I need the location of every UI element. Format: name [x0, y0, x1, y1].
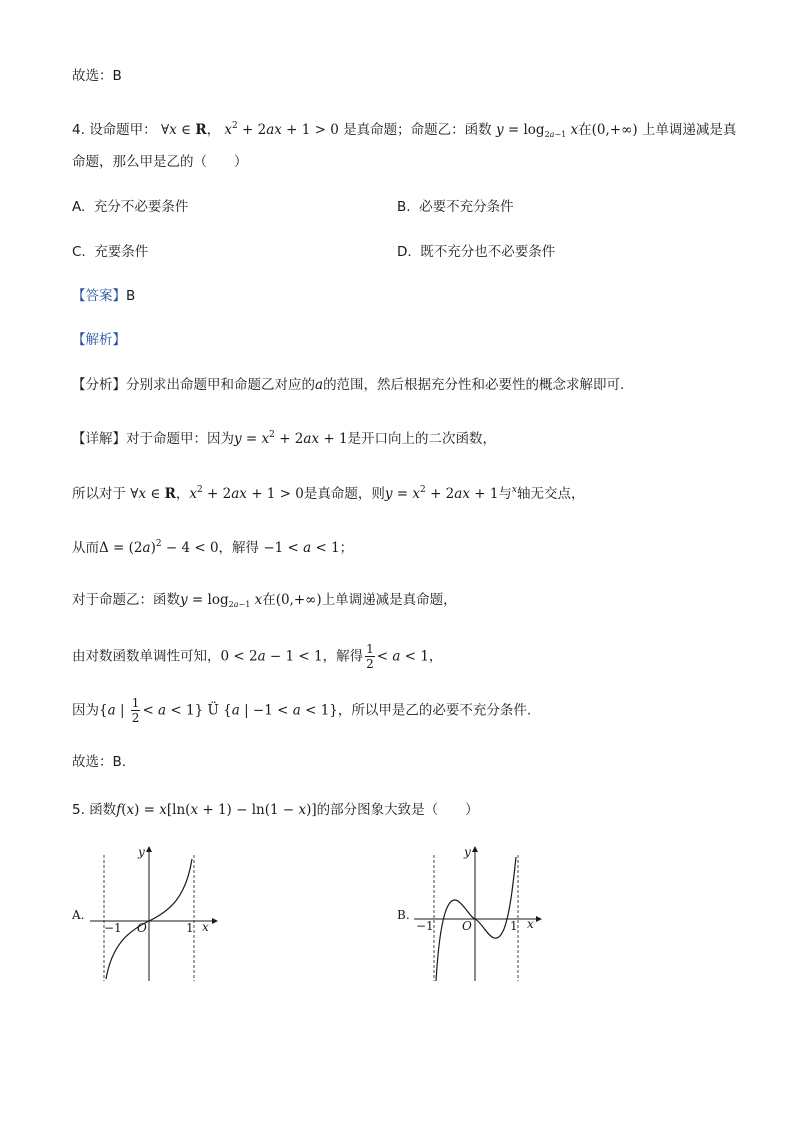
option-c-text: 充要条件	[94, 244, 149, 260]
option-d-letter: D.	[397, 244, 412, 260]
graph-a-y-label: y	[138, 845, 145, 859]
l6-part-2: ，所以甲是乙的必要不充分条件.	[337, 702, 532, 719]
q4-detail-line-1: 【详解】对于命题甲：因为$y = x^2 + 2ax + 1$是开口向上的二次函数，	[72, 430, 497, 447]
graph-b-y-arrow	[472, 846, 478, 852]
graph-b-svg	[414, 845, 544, 985]
answer-tag: 【答案】	[72, 288, 126, 304]
l3-part-1: 从而	[72, 540, 99, 556]
graph-a-origin: O	[137, 921, 147, 935]
l2-part-4: 轴无交点，	[517, 486, 585, 502]
graph-b-neg-tick: −1	[416, 919, 434, 933]
l2-part-3: 与	[498, 486, 512, 502]
q4-end: 故选：B.	[72, 754, 127, 770]
q4-number: 4.	[72, 122, 85, 138]
l6-part-1: 因为	[72, 702, 99, 719]
l4-part-2: 在	[262, 592, 276, 608]
l5-part-2: ，解得	[322, 648, 364, 665]
fenxi-part-1: 分别求出命题甲和命题乙对应的	[126, 377, 315, 393]
option-d-text: 既不充分也不必要条件	[420, 244, 556, 260]
fenxi-part-2: 的范围，然后根据充分性和必要性的概念求解即可.	[323, 377, 625, 393]
q4-detail-line-5: 由对数函数单调性可知，0 < 2a − 1 < 1，解得 $\frac{1}{2}$ < a < 1，	[72, 642, 443, 671]
graph-b-label: B.	[397, 908, 410, 922]
graph-b	[414, 845, 544, 985]
graph-b-pos-tick: 1	[510, 919, 518, 933]
graph-b-x-label: x	[527, 917, 534, 931]
analysis-tag: 【解析】	[72, 332, 126, 348]
graph-a-y-arrow	[146, 846, 152, 852]
graph-a-svg	[90, 845, 220, 985]
q4-option-c	[72, 242, 148, 262]
q5-stem-part-1: 函数	[89, 802, 117, 818]
l2-part-1: 所以对于	[72, 486, 126, 502]
graph-a-x-arrow	[212, 918, 218, 924]
option-c-letter: C.	[72, 244, 86, 260]
q4-answer	[72, 286, 135, 306]
q4-detail-line-4: 对于命题乙：函数$y = \log_{2a-1} x$在(0,+∞)上单调递减是真命题，	[72, 592, 457, 609]
option-a-letter: A.	[72, 199, 86, 215]
q4-option-a	[72, 197, 188, 217]
graph-a	[90, 845, 220, 985]
q4-stem-line-1: 4. 设命题甲： ∀x ∈ R， $x^2 + 2ax + 1 > 0$ 是真命题；命题乙：函数 $y = \log_{2a-1} x$在(0,+∞) 上单调递减是真	[72, 121, 737, 139]
q5-stem: 5. 函数f(x) = x[ln(x + 1) − ln(1 − x)]的部分图象大致是（ ）	[72, 802, 479, 818]
detail-part-2: 是开口向上的二次函数，	[347, 431, 497, 447]
graph-b-y-label: y	[464, 845, 471, 859]
graph-b-origin: O	[462, 919, 472, 933]
q4-analysis-header	[72, 330, 126, 350]
answer-value: B	[126, 288, 136, 304]
q4-stem-part-1: 设命题甲：	[89, 122, 157, 138]
l4-part-1: 对于命题乙：函数	[72, 592, 180, 608]
q4-detail-line-6: 因为{a | $\frac{1}{2}$ < a < 1} Ü {a | −1 < a < 1}，所以甲是乙的必要不充分条件.	[72, 696, 532, 725]
l2-part-2: 是真命题，则	[303, 486, 385, 502]
graph-a-label: A.	[72, 908, 85, 922]
graph-a-pos-tick: 1	[186, 921, 194, 935]
fenxi-tag: 【分析】	[72, 377, 126, 393]
l3-part-2: ，解得	[218, 540, 260, 556]
l5-part-1: 由对数函数单调性可知，	[72, 648, 221, 665]
q4-option-b	[397, 197, 514, 217]
q4-stem-part-2: 是真命题；命题乙：函数	[343, 122, 492, 138]
q4-stem-part-3: 上单调递减是真	[641, 122, 737, 138]
graph-a-x-label: x	[202, 920, 209, 934]
previous-answer-line: 故选：B	[72, 68, 122, 84]
q5-stem-part-2: 的部分图象大致是（ ）	[316, 802, 479, 818]
q4-detail-line-3: 从而$\Delta = (2a)^2 - 4 < 0$，解得 −1 < a < 1；	[72, 539, 354, 556]
option-b-letter: B.	[397, 199, 411, 215]
l4-part-3: 上单调递减是真命题，	[321, 592, 457, 608]
detail-part-1: 对于命题甲：因为	[126, 431, 234, 447]
q5-number: 5.	[72, 802, 85, 818]
q4-fenxi: 【分析】分别求出命题甲和命题乙对应的a的范围，然后根据充分性和必要性的概念求解即可.	[72, 377, 625, 393]
q4-detail-line-2: 所以对于 ∀x ∈ R，$x^2 + 2ax + 1 > 0$是真命题，则$y = x^2 + 2ax + 1$与$^x$轴无交点，	[72, 485, 585, 502]
q4-option-d	[397, 242, 555, 262]
detail-tag: 【详解】	[72, 431, 126, 447]
graph-b-x-arrow	[536, 916, 542, 922]
q4-stem-line-2: 命题，那么甲是乙的（ ）	[72, 154, 248, 170]
option-a-text: 充分不必要条件	[93, 199, 189, 215]
option-b-text: 必要不充分条件	[419, 199, 514, 215]
graph-a-neg-tick: −1	[104, 921, 122, 935]
